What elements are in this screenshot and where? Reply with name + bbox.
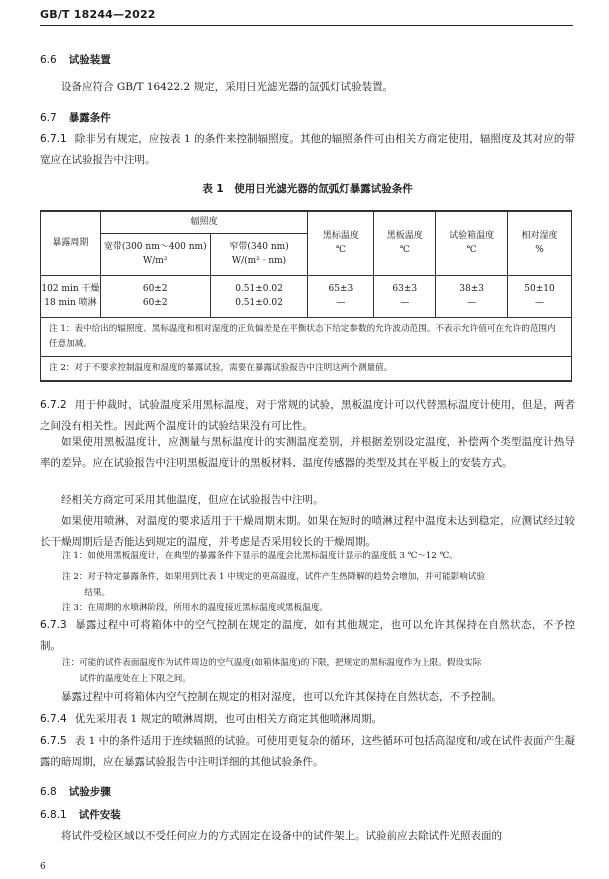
section-title: 试验装置 xyxy=(68,54,111,66)
section-6-7-2-note-2: 注 2：对于特定暴露条件，如果用到比表 1 中规定的更高温度，试件产生热降解的趋势会增加，并可能影响试验 结果。 xyxy=(62,572,486,598)
section-6-8-heading xyxy=(40,785,111,799)
section-number: 6.8.1 xyxy=(40,809,67,821)
header-chamber-temp: 试验箱温度 ℃ xyxy=(436,211,508,275)
section-6-7-2-note-1: 注 1：如使用黑板温度计，在典型的暴露条件下显示的温度会比黑标温度计显示的温度低 3 ℃～12 ℃。 xyxy=(62,551,458,561)
section-number: 6.8 xyxy=(40,786,57,798)
table-1 xyxy=(40,210,572,382)
table-1-title: 表 1 使用日光滤光器的氙弧灯暴露试验条件 xyxy=(202,183,413,195)
section-6-8-1-heading xyxy=(40,808,121,822)
section-number: 6.6 xyxy=(40,54,57,66)
section-6-7-3-note: 注：可能的试件表面温度作为试件周边的空气温度(如箱体温度)的下限，把规定的黑标温度作为上限。假设实际 试件的温度处在上下限之间。 xyxy=(62,658,482,684)
section-6-7-2-p2: 如果使用黑板温度计，应测量与黑标温度计的实测温度差别，并根据差别设定温度，补偿两个类型温度计热导率的差异。应在试验报告中注明黑板温度计的黑板材料、温度传感器的类型及其在平板上的安装方式。 xyxy=(40,436,575,469)
section-6-6-heading xyxy=(40,53,111,67)
section-number: 6.7.5 xyxy=(40,735,67,747)
section-6-7-2-p4: 如果使用喷淋，对温度的要求适用于干燥周期末期。如果在短时的喷淋过程中温度未达到稳定，应测试经过较长干燥周期后是否能达到规定的温度，并考虑是否采用较长的干燥周期。 xyxy=(40,515,575,548)
header-rule xyxy=(40,25,573,26)
header-relative-humidity: 相对湿度 % xyxy=(508,211,572,275)
section-6-7-4-body: 6.7.4 优先采用表 1 规定的喷淋周期，也可由相关方商定其他喷淋周期。 xyxy=(40,713,383,725)
section-6-7-2-p1: 6.7.2 用于仲裁时，试验温度采用黑标温度，对于常规的试验，黑板温度计可以代替黑标温度计使用，但是，两者之间没有相关性。因此两个温度计的试验结果没有可比性。 xyxy=(40,399,575,432)
section-number: 6.7 xyxy=(40,112,57,124)
section-number: 6.7.2 xyxy=(40,399,67,411)
header-period: 暴露周期 xyxy=(41,211,101,275)
table-note-1: 注 1：表中给出的辐照度、黑标温度和相对湿度的正负偏差是在平衡状态下给定参数的允许波动范围。不表示允许值可在允许的范围内任意加减。 xyxy=(41,317,572,356)
section-number: 6.7.1 xyxy=(40,133,67,145)
page-number: 6 xyxy=(40,862,46,872)
section-title: 试件安装 xyxy=(78,809,121,821)
header-narrowband: 窄带(340 nm) W/(m² · nm) xyxy=(210,233,308,275)
standard-code-header: GB/T 18244—2022 xyxy=(40,8,156,21)
table-note-2: 注 2：对于不要求控制温度和湿度的暴露试验，需要在暴露试验报告中注明这两个测量值。 xyxy=(41,356,572,381)
section-number: 6.7.3 xyxy=(40,619,67,631)
section-6-7-3-p1: 6.7.3 暴露过程中可将箱体中的空气控制在规定的温度，如有其他规定，也可以允许其保持在自然状态，不予控制。 xyxy=(40,619,575,652)
section-6-7-3-p2: 暴露过程中可将箱体内空气控制在规定的相对湿度，也可以允许其保持在自然状态，不予控制。 xyxy=(61,691,502,703)
section-6-7-5-body: 6.7.5 表 1 中的条件适用于连续辐照的试验。可使用更复杂的循环，这些循环可包括高湿度和/或在试件表面产生凝露的暗周期，应在暴露试验报告中注明详细的其他试验条件。 xyxy=(40,735,575,768)
section-title: 暴露条件 xyxy=(68,112,111,124)
table-row: 102 min 干燥 18 min 喷淋 60±2 60±2 0.51±0.02 0.51±0.02 65±3 — 63±3 — 38±3 — 50±10 — xyxy=(41,275,572,317)
section-6-6-body: 设备应符合 GB/T 16422.2 规定，采用日光滤光器的氙弧灯试验装置。 xyxy=(61,81,394,93)
section-6-8-1-body: 将试件受检区域以不受任何应力的方式固定在设备中的试件架上。试验前应去除试件光照表面的 xyxy=(61,830,502,842)
section-number: 6.7.4 xyxy=(40,713,67,725)
section-6-7-2-p3: 经相关方商定可采用其他温度，但应在试验报告中注明。 xyxy=(61,494,324,506)
section-6-7-2-note-3: 注 3：在周期的水喷淋阶段，所用水的温度接近黑标温度或黑板温度。 xyxy=(62,603,329,613)
header-irradiance: 辐照度 xyxy=(100,211,308,233)
header-wideband: 宽带(300 nm～400 nm) W/m² xyxy=(100,233,210,275)
header-black-panel-temp: 黑板温度 ℃ xyxy=(374,211,436,275)
header-black-standard-temp: 黑标温度 ℃ xyxy=(308,211,374,275)
section-6-7-1-body: 6.7.1 除非另有规定，应按表 1 的条件来控制辐照度。其他的辐照条件可由相关方商定使用，辐照度及其对应的带宽应在试验报告中注明。 xyxy=(40,133,575,166)
section-6-7-heading xyxy=(40,111,111,125)
section-title: 试验步骤 xyxy=(68,786,111,798)
